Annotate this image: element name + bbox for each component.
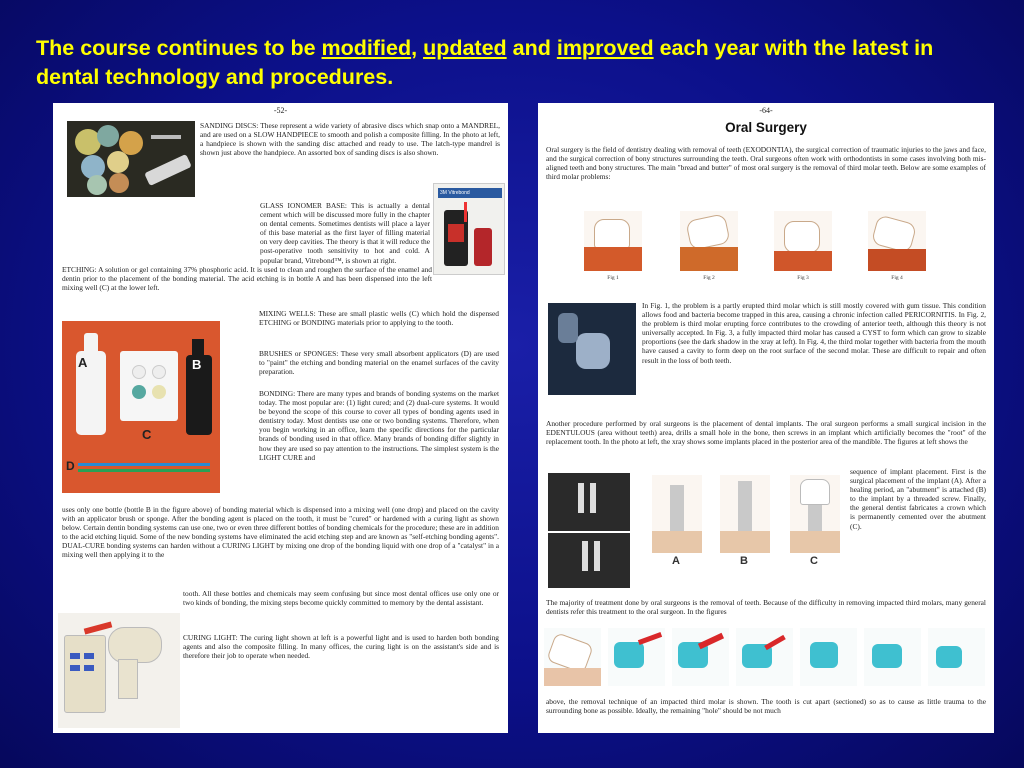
slide-headline: The course continues to be modified, updated and improved each year with the latest in dental technology and procedures. (36, 36, 934, 89)
bonding-text: BONDING: There are many types and brands of bonding systems on the market today. The most popular are: (1) light cured; and (2) dual-cure systems. It would be beyond the scope of this course to cover all types of bonding agents used in dentistry today. Most dentists use one or two bonding systems. Therefore, when you begin working in an office, learn the specific directions for the particular brands of bonding used in that office. Many brands of bonding differ slightly in how they are used so pay attention to the instructions. The simplest system is the LIGHT CURE and (259, 389, 499, 462)
extraction-step-4 (736, 628, 793, 686)
fig-caption-3: Fig 3 (797, 275, 809, 281)
bonding-text-end: tooth. All these bottles and chemicals may seem confusing but since most dental offices use only one or two kinds of bonding, the mixing steps become quickly committed to memory by the dental assistant. (183, 589, 499, 608)
implant-xray-1 (548, 473, 630, 531)
third-molar-figure-1 (584, 211, 642, 271)
implant-label-b: B (740, 555, 748, 567)
curing-light-photo (58, 613, 180, 728)
molar-xray-image (548, 303, 636, 395)
sanding-discs-photo (67, 121, 195, 197)
page-number: -52- (273, 106, 288, 115)
word-modified: modified (321, 36, 412, 60)
implant-label-c: C (810, 555, 818, 567)
implant-diagram-c (790, 475, 840, 553)
fig-caption-4: Fig 4 (891, 275, 903, 281)
third-molar-figure-3 (774, 211, 832, 271)
extraction-step-6 (864, 628, 921, 686)
implant-sequence-text: sequence of implant placement. First is the surgical placement of the implant (A). After a healing period, an "abutment" is attached (B) to the implant by a threaded screw. Finally, the general dentist fabricates a crown which is permanently cemented over the abutment (C). (850, 467, 986, 531)
etching-text: ETCHING: A solution or gel containing 37% phosphoric acid. It is used to clean and roughen the surface of the enamel and dentin prior to the placement of the bonding material. The acid etching is in bottle A and has been dispensed into the left mixing well (C) at the lower left. (62, 265, 432, 293)
extraction-step-2 (608, 628, 665, 686)
extraction-step-1 (544, 628, 601, 686)
fig-caption-2: Fig 2 (703, 275, 715, 281)
implant-diagram-b (720, 475, 770, 553)
third-molar-explanation: In Fig. 1, the problem is a partly erupted third molar which is still mostly covered with gum tissue. This condition allows food and bacteria become trapped in this area, causing a chronic infection called PERICORNITIS. In Fig. 2, the problem is third molar erupting force contributes to the crowding of anterior teeth, although this theory is not universally accepted. In Fig. 3, a fully impacted third molar has caused a CYST to form which can grow to sizable proportions (see the dark shadow in the xray at left). In Fig. 4, the third molar together with bacteria from the mouth have caused a cavity to form deep on the root surface of the second molar. These are difficult to repair and often result in the loss of both teeth. (642, 301, 986, 365)
brushes-text: BRUSHES or SPONGES: These very small absorbent applicators (D) are used to "paint" the etching and bonding material on the enamel surfaces of the cavity preparation. (259, 349, 499, 377)
vitrebond-product-photo: 3M Vitrebond (433, 183, 505, 275)
third-molar-figure-2 (680, 211, 738, 271)
extraction-step-3 (672, 628, 729, 686)
page-number: -64- (759, 106, 773, 115)
implant-diagram-a (652, 475, 702, 553)
implant-intro-text: Another procedure performed by oral surgeons is the placement of dental implants. The oral surgeon performs a small surgical incision in the EDENTULOUS (area without teeth) area, drills a small hole in the bone, then screws in an implant which artificially becomes the "root" of the replacement tooth. In the photo at left, the xray shows some implants placed in the posterior area of the mandible. The figures at left shows the (546, 419, 986, 447)
tooth-removal-text-continued: above, the removal technique of an impacted third molar is shown. The tooth is cut apart (sectioned) so as to cause as little trauma to the surrounding bone as possible. Ideally, the remaining "hole" should be not much (546, 697, 986, 716)
mixing-wells-text: MIXING WELLS: These are small plastic wells (C) which hold the dispensed ETCHING or BONDING materials prior to applying to the tooth. (259, 309, 499, 328)
tooth-removal-text: The majority of treatment done by oral surgeons is the removal of teeth. Because of the difficulty in removing impacted third molars, many general dentists refer this treatment to the oral surgeon. In the figures (546, 598, 986, 617)
extraction-step-7 (928, 628, 985, 686)
word-improved: improved (556, 36, 654, 60)
textbook-page-right (538, 103, 994, 733)
oral-surgery-intro: Oral surgery is the field of dentistry dealing with removal of teeth (EXODONTIA), the surgical correction of traumatic injuries to the jaws and face, and the surgical correction of bony structures surrounding the teeth. Oral surgeons often work with orthodontists in some cases involving both mis-aligned teeth and bony structures. The main "bread and butter" of most oral surgery is the removal of third molar teeth. Below are some examples of third molar problems: (546, 145, 986, 182)
curing-light-text: CURING LIGHT: The curing light shown at left is a powerful light and is used to harden both bonding agents and also the composite filling. In many offices, the curing light is on the assistant's side and is therefore their job to operate when needed. (183, 633, 499, 661)
implant-label-a: A (672, 555, 680, 567)
bonding-text-continued: uses only one bottle (bottle B in the figure above) of bonding material which is dispensed into a mixing well (one drop) and placed on the cavity with an applicator brush or sponge. After the bonding agent is placed on the tooth, it must be "cured" or hardened with a curing light as shown below. Certain dentin bonding systems can use one, two or even three different bottles of bonding chemicals for the procedure; these are in addition to the acid etching liquid. Some of the new bonding systems have eliminated the acid etching step and are known as "self-etching bonding agents". DUAL-CURE bonding systems can harden without a CURING LIGHT by mixing one drop of the bonding liquid with one drop of a "catalyst" in a mixing well then applying it to the (62, 505, 499, 560)
glass-ionomer-text: GLASS IONOMER BASE: This is actually a dental cement which will be discussed more fully in the chapter on dental cements. Sometimes dentists will place a layer of this base material as the first layer of filling material on very deep cavities. The theory is that it will reduce the post-operative tooth sensitivity to hot and cold. A popular brand, Vitrebond™, is shown at right. (260, 201, 430, 265)
implant-xray-2 (548, 533, 630, 588)
fig-caption-1: Fig 1 (607, 275, 619, 281)
sanding-discs-text: SANDING DISCS: These represent a wide variety of abrasive discs which snap onto a MANDREL, and are used on a SLOW HANDPIECE to smooth and polish a composite filling. In the photo at left, a handpiece is shown with the sanding disc attached and ready to use. The latch-type mandrel is shown just above the handpiece. An assorted box of sanding discs is also shown. (200, 121, 500, 158)
extraction-step-5 (800, 628, 857, 686)
word-updated: updated (423, 36, 507, 60)
textbook-page-left (53, 103, 508, 733)
page-title: Oral Surgery (725, 120, 807, 135)
bonding-kit-photo: A C B D (62, 321, 220, 493)
third-molar-figure-4 (868, 211, 926, 271)
